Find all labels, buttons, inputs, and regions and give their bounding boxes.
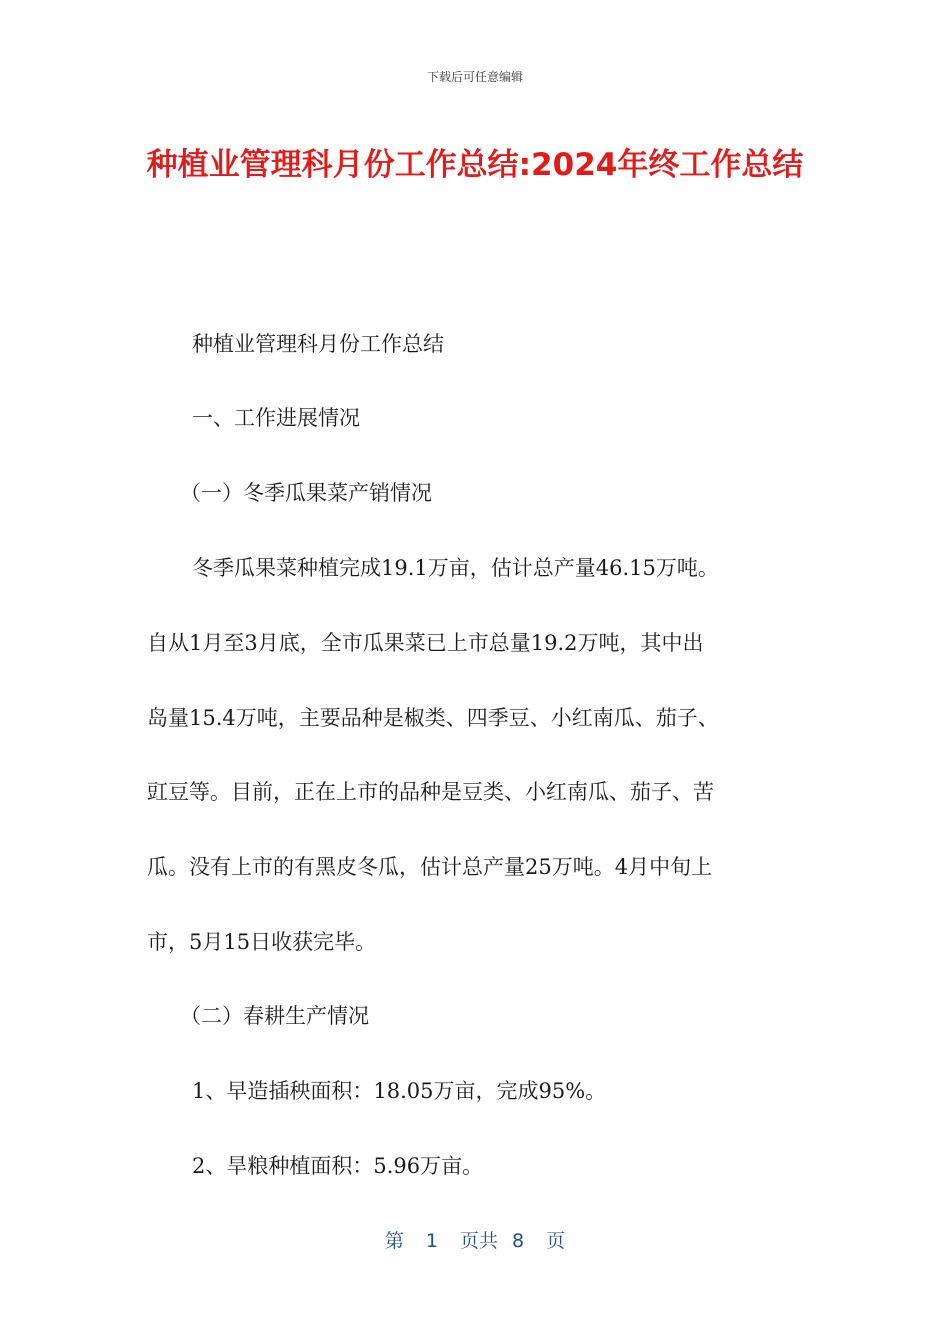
body-line: 瓜。没有上市的有黑皮冬瓜，估计总产量25万吨。4月中旬上 bbox=[147, 855, 713, 879]
document-title: 种植业管理科月份工作总结:2024年终工作总结 bbox=[146, 147, 804, 183]
header-note: 下载后可任意编辑 bbox=[426, 70, 523, 84]
footer-total-pages: 8 bbox=[512, 1230, 525, 1252]
footer-ye-gong: 页共 bbox=[459, 1230, 498, 1252]
section-heading: 种植业管理科月份工作总结 bbox=[192, 332, 444, 356]
body-line: 市，5月15日收获完毕。 bbox=[147, 930, 377, 954]
body-line: 豇豆等。目前，正在上市的品种是豆类、小红南瓜、茄子、苦 bbox=[147, 780, 714, 804]
section-heading-1: 一、工作进展情况 bbox=[192, 406, 360, 430]
body-line: 岛量15.4万吨，主要品种是椒类、四季豆、小红南瓜、茄子、 bbox=[147, 706, 719, 730]
list-item: 2、旱粮种植面积：5.96万亩。 bbox=[192, 1154, 484, 1178]
list-item: 1、早造插秧面积：18.05万亩，完成95%。 bbox=[192, 1079, 607, 1103]
subsection-heading-2: （二）春耕生产情况 bbox=[180, 1004, 369, 1028]
body-line: 自从1月至3月底，全市瓜果菜已上市总量19.2万吨，其中出 bbox=[147, 631, 704, 655]
footer-ye: 页 bbox=[546, 1230, 566, 1252]
footer-di: 第 bbox=[384, 1230, 404, 1252]
page-footer bbox=[0, 1226, 950, 1253]
subsection-heading-1: （一）冬季瓜果菜产销情况 bbox=[180, 481, 432, 505]
footer-page-number: 1 bbox=[425, 1230, 438, 1252]
body-line: 冬季瓜果菜种植完成19.1万亩，估计总产量46.15万吨。 bbox=[192, 556, 719, 580]
